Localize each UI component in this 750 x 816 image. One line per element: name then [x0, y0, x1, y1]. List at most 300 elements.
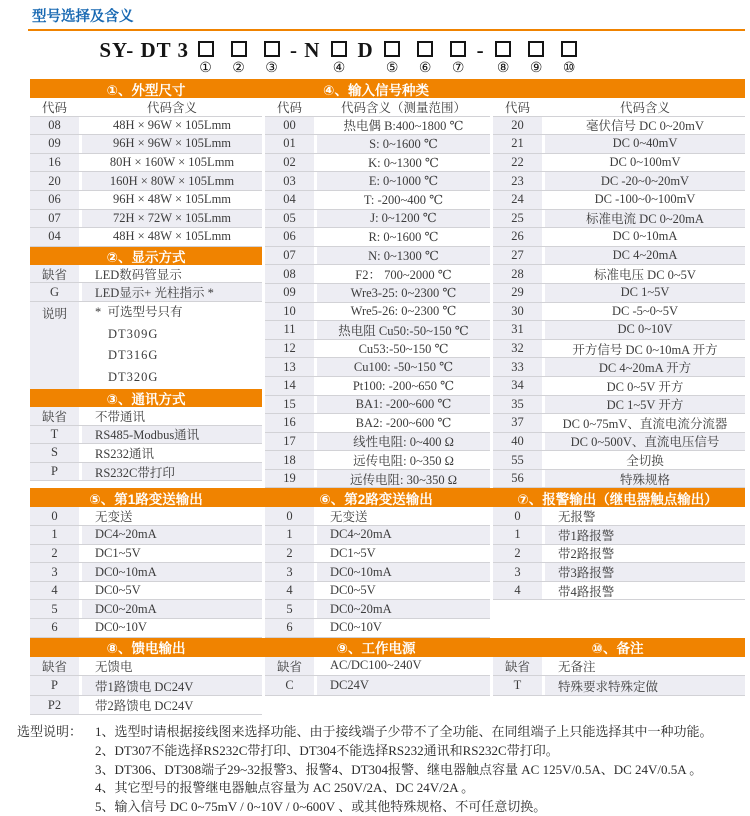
meaning-cell: DC0~5V [317, 582, 490, 600]
band1 [30, 98, 745, 488]
table-row [30, 526, 262, 545]
meaning-cell: N: 0~1300 ℃ [317, 247, 490, 265]
code-cell: 1 [265, 526, 314, 544]
page-title: 型号选择及含义 [32, 9, 134, 25]
code-cell: 00 [265, 117, 314, 135]
meaning-cell: 160H × 80W × 105Lmm [82, 172, 262, 190]
meaning-cell: R: 0~1600 ℃ [317, 228, 490, 246]
meaning-cell: DC4~20mA [82, 526, 262, 544]
meaning-cell: DC 0~500V、直流电压信号 [545, 433, 745, 451]
section10-header: ⑩、备注 [591, 641, 644, 657]
code-cell: 55 [493, 451, 542, 469]
meaning-col-header: 代码含义 [545, 98, 745, 116]
model-slot-7 [450, 41, 467, 77]
table-row [265, 600, 490, 619]
optional-model: DT316G [108, 348, 159, 363]
meaning-cell: 无变送 [82, 507, 262, 525]
code-cell: 28 [493, 265, 542, 283]
band1-header [30, 79, 745, 98]
model-slot-3 [263, 41, 280, 77]
table-row [30, 154, 262, 173]
meaning-cell: 线性电阻: 0~400 Ω [317, 433, 490, 451]
code-box-7 [450, 41, 466, 57]
code-cell: 33 [493, 358, 542, 376]
code-cell: C [265, 676, 314, 695]
code-col-header: 代码 [265, 98, 314, 116]
code-cell: 25 [493, 210, 542, 228]
meaning-cell: 远传电阻: 30~350 Ω [317, 470, 490, 488]
table-row [493, 582, 745, 601]
section9-table [265, 657, 490, 696]
table-row [30, 657, 262, 677]
code-cell: 2 [265, 545, 314, 563]
meaning-cell: 无变送 [317, 507, 490, 525]
meaning-cell: K: 0~1300 ℃ [317, 154, 490, 172]
digit-4: ④ [332, 61, 346, 76]
code-cell: 缺省 [30, 657, 79, 676]
table-row [493, 303, 745, 322]
table-row [30, 545, 262, 564]
table-row [493, 321, 745, 340]
title-underline [28, 29, 745, 31]
code-cell: 13 [265, 358, 314, 376]
code-cell: 09 [30, 135, 79, 153]
optional-model: DT320G [108, 369, 159, 384]
meaning-cell: AC/DC100~240V [317, 657, 490, 676]
digit-10: ⑩ [562, 61, 576, 76]
code-box-3 [264, 41, 280, 57]
note-item: 2、DT307不能选择RS232C带打印、DT304不能选择RS232通讯和RS232C带打印。 [95, 743, 559, 758]
code-cell: 5 [265, 600, 314, 618]
meaning-cell: 72H × 72W × 105Lmm [82, 210, 262, 228]
table-row [265, 117, 490, 136]
optional-model: DT309G [108, 326, 159, 341]
note-value-cell [82, 302, 262, 389]
table-row [493, 265, 745, 284]
section2-table [30, 265, 262, 302]
section8-table [30, 657, 262, 716]
table-row [30, 117, 262, 136]
table-row [265, 340, 490, 359]
meaning-range-col-header: 代码含义（测量范围） [317, 98, 490, 116]
code-cell: 缺省 [265, 657, 314, 676]
code-col-header: 代码 [30, 98, 79, 116]
table-row [265, 358, 490, 377]
table-row [265, 265, 490, 284]
column-right [493, 98, 745, 488]
note-item: 3、DT306、DT308端子29~32报警3、报警4、DT304报警、继电器触点容量 AC 125V/0.5A、DC 24V/0.5A 。 [95, 761, 703, 777]
table-row [30, 582, 262, 601]
note-code-cell: 说明 [30, 302, 79, 389]
code-cell: 1 [30, 526, 79, 544]
code-cell: T [493, 676, 542, 695]
code-cell: 0 [265, 507, 314, 525]
code-cell: 0 [30, 507, 79, 525]
table-row [265, 657, 490, 677]
table-row [493, 228, 745, 247]
code-cell: 18 [265, 451, 314, 469]
code-cell: 34 [493, 377, 542, 395]
section6-table [265, 507, 490, 637]
meaning-cell: DC0~10mA [82, 563, 262, 581]
table-row [265, 377, 490, 396]
code-box-8 [495, 41, 511, 57]
table-row [265, 619, 490, 638]
section5-column [30, 507, 262, 637]
table-row [493, 247, 745, 266]
section7-column [493, 507, 745, 600]
digit-5: ⑤ [385, 61, 399, 76]
meaning-cell: DC0~20mA [317, 600, 490, 618]
table-row [493, 470, 745, 489]
table-row [30, 172, 262, 191]
column-middle [265, 98, 490, 488]
meaning-cell: DC -20~0~20mV [545, 172, 745, 190]
model-slot-1 [197, 41, 214, 77]
table-row [493, 210, 745, 229]
code-cell: 21 [493, 135, 542, 153]
model-infix-2: D [357, 38, 374, 62]
table-row [493, 526, 745, 545]
meaning-cell: 开方信号 DC 0~10mA 开方 [545, 340, 745, 358]
table-row [493, 117, 745, 136]
code-cell: 32 [493, 340, 542, 358]
column-left [30, 98, 262, 481]
meaning-cell: DC 4~20mA 开方 [545, 358, 745, 376]
table-row [30, 135, 262, 154]
meaning-cell: DC 4~20mA [545, 247, 745, 265]
meaning-cell: E: 0~1000 ℃ [317, 172, 490, 190]
table-row [493, 191, 745, 210]
band3-header [30, 638, 745, 657]
meaning-cell: DC -5~0~5V [545, 303, 745, 321]
code-cell: 16 [30, 154, 79, 172]
meaning-cell: 标准电压 DC 0~5V [545, 265, 745, 283]
code-cell: P [30, 676, 79, 695]
section4-left-table [265, 117, 490, 489]
digit-6: ⑥ [418, 61, 432, 76]
table-row [493, 396, 745, 415]
code-cell: 15 [265, 396, 314, 414]
digit-3: ③ [265, 61, 278, 76]
table-row [493, 172, 745, 191]
meaning-cell: 毫伏信号 DC 0~20mV [545, 117, 745, 135]
code-cell: S [30, 444, 79, 462]
meaning-cell: RS232C带打印 [82, 463, 262, 481]
meaning-cell: 无馈电 [82, 657, 262, 676]
note-line: * 可选型号只有 [95, 304, 183, 319]
code-box-9 [528, 41, 544, 57]
model-infix-1: - N [290, 38, 321, 62]
band3 [30, 657, 745, 716]
model-slot-9 [528, 41, 545, 77]
section4-header: ④、输入信号种类 [323, 82, 429, 98]
table-row [265, 582, 490, 601]
band2 [30, 507, 745, 637]
code-cell: 26 [493, 228, 542, 246]
table-row [265, 303, 490, 322]
meaning-cell: RS485-Modbus通讯 [82, 426, 262, 444]
code-cell: P [30, 463, 79, 481]
code-box-4 [331, 41, 347, 57]
section4-right-table [493, 117, 745, 489]
meaning-cell: 带4路报警 [545, 582, 745, 600]
model-slot-8 [495, 41, 512, 77]
meaning-cell: DC 0~75mV、直流电流分流器 [545, 414, 745, 432]
table-row [30, 676, 262, 696]
table-row [265, 526, 490, 545]
selection-notes [17, 723, 745, 816]
code-cell: 05 [265, 210, 314, 228]
code-cell: 23 [493, 172, 542, 190]
digit-1: ① [199, 61, 212, 76]
table-row [265, 228, 490, 247]
meaning-cell: 带2路馈电 DC24V [82, 696, 262, 715]
section9-header: ⑨、工作电源 [336, 641, 416, 657]
code-cell: 缺省 [30, 407, 79, 425]
meaning-cell: Pt100: -200~650 ℃ [317, 377, 490, 395]
table-row [265, 191, 490, 210]
note-item: 4、其它型号的报警继电器触点容量为 AC 250V/2A、DC 24V/2A 。 [95, 780, 475, 796]
meaning-cell: DC 0~40mV [545, 135, 745, 153]
code-box-2 [231, 41, 247, 57]
code-cell: 35 [493, 396, 542, 414]
table-row [30, 444, 262, 463]
note-item: 5、输入信号 DC 0~75mV / 0~10V / 0~600V 、或其他特殊规格、不可任意切换。 [95, 798, 547, 814]
code-cell: 30 [493, 303, 542, 321]
table-row [493, 377, 745, 396]
table-row [30, 265, 262, 284]
meaning-cell: 热电偶 B:400~1800 ℃ [317, 117, 490, 135]
table-row [30, 507, 262, 526]
table-row [265, 470, 490, 489]
meaning-cell: F2： 700~2000 ℃ [317, 265, 490, 283]
section3-table [30, 407, 262, 481]
notes-list [95, 723, 745, 816]
code-cell: 5 [30, 600, 79, 618]
section7-table [493, 507, 745, 600]
model-slot-2 [230, 41, 247, 77]
meaning-cell: Wre5-26: 0~2300 ℃ [317, 303, 490, 321]
section1-colheads [30, 98, 262, 117]
code-cell: 16 [265, 414, 314, 432]
meaning-cell: DC1~5V [317, 545, 490, 563]
code-cell: 0 [493, 507, 542, 525]
meaning-cell: DC4~20mA [317, 526, 490, 544]
meaning-cell: DC 1~5V 开方 [545, 396, 745, 414]
section7-header: ⑦、报警输出（继电器触点输出） [517, 491, 718, 507]
meaning-cell: 80H × 160W × 105Lmm [82, 154, 262, 172]
code-cell: 4 [493, 582, 542, 600]
section8-header: ⑧、馈电输出 [106, 641, 186, 657]
meaning-cell: Cu53:-50~150 ℃ [317, 340, 490, 358]
code-cell: 11 [265, 321, 314, 339]
code-cell: 12 [265, 340, 314, 358]
table-row [30, 619, 262, 638]
code-cell: 3 [493, 563, 542, 581]
digit-8: ⑧ [496, 61, 510, 76]
table-row [265, 676, 490, 696]
code-cell: 缺省 [30, 265, 79, 283]
section3-header: ③、通讯方式 [30, 389, 262, 407]
section1-header: ①、外型尺寸 [106, 82, 186, 98]
table-row [265, 247, 490, 266]
meaning-cell: LED数码管显示 [82, 265, 262, 283]
meaning-cell: BA2: -200~600 ℃ [317, 414, 490, 432]
meaning-cell: 48H × 48W × 105Lmm [82, 228, 262, 246]
table-row [265, 414, 490, 433]
code-cell: 02 [265, 154, 314, 172]
table-row [30, 407, 262, 426]
code-box-6 [417, 41, 433, 57]
meaning-cell: BA1: -200~600 ℃ [317, 396, 490, 414]
code-col-header: 代码 [493, 98, 542, 116]
section4-left-colheads [265, 98, 490, 117]
notes-label: 选型说明： [17, 724, 83, 740]
code-cell: 06 [30, 191, 79, 209]
code-cell: 37 [493, 414, 542, 432]
meaning-cell: DC1~5V [82, 545, 262, 563]
model-prefix: SY- DT 3 [99, 38, 190, 62]
table-row [265, 284, 490, 303]
code-cell: 4 [265, 582, 314, 600]
table-row [265, 321, 490, 340]
meaning-cell: 带1路馈电 DC24V [82, 676, 262, 695]
meaning-cell: RS232通讯 [82, 444, 262, 462]
band1-header-spacer [490, 79, 745, 98]
code-cell: 2 [30, 545, 79, 563]
table-row [30, 191, 262, 210]
meaning-cell: 不带通讯 [82, 407, 262, 425]
content [17, 0, 745, 816]
digit-2: ② [232, 61, 245, 76]
meaning-cell: 无备注 [545, 657, 745, 676]
table-row [265, 451, 490, 470]
model-slot-4 [330, 41, 347, 77]
code-cell: 缺省 [493, 657, 542, 676]
code-cell: 09 [265, 284, 314, 302]
code-cell: 06 [265, 228, 314, 246]
model-infix-3: - [476, 38, 485, 62]
code-cell: 3 [30, 563, 79, 581]
code-cell: 04 [265, 191, 314, 209]
code-cell: 4 [30, 582, 79, 600]
meaning-cell: 特殊要求特殊定做 [545, 676, 745, 695]
code-cell: 20 [30, 172, 79, 190]
code-box-10 [561, 41, 577, 57]
code-cell: 56 [493, 470, 542, 488]
meaning-cell: 远传电阻: 0~350 Ω [317, 451, 490, 469]
table-row [493, 154, 745, 173]
note-models [82, 324, 262, 389]
table-row [265, 210, 490, 229]
meaning-cell: DC -100~0~100mV [545, 191, 745, 209]
table-row [265, 433, 490, 452]
code-cell: G [30, 283, 79, 301]
table-row [30, 210, 262, 229]
section1-table [30, 117, 262, 247]
table-row [265, 563, 490, 582]
code-cell: 19 [265, 470, 314, 488]
table-row [493, 451, 745, 470]
table-row [30, 600, 262, 619]
meaning-cell: T: -200~400 ℃ [317, 191, 490, 209]
section6-header: ⑥、第2路变送输出 [319, 491, 433, 507]
meaning-cell: 带2路报警 [545, 545, 745, 563]
meaning-cell: DC24V [317, 676, 490, 695]
meaning-cell: 带1路报警 [545, 526, 745, 544]
code-cell: 10 [265, 303, 314, 321]
meaning-cell: 热电阻 Cu50:-50~150 ℃ [317, 321, 490, 339]
table-row [265, 545, 490, 564]
section5-table [30, 507, 262, 637]
table-row [265, 154, 490, 173]
model-slot-10 [561, 41, 578, 77]
table-row [493, 433, 745, 452]
code-cell: 04 [30, 228, 79, 246]
table-row [265, 135, 490, 154]
code-cell: 07 [265, 247, 314, 265]
section2-header: ②、显示方式 [30, 247, 262, 265]
meaning-cell: 标准电流 DC 0~20mA [545, 210, 745, 228]
code-cell: 01 [265, 135, 314, 153]
meaning-cell: DC 0~10mA [545, 228, 745, 246]
meaning-cell: 带3路报警 [545, 563, 745, 581]
meaning-cell: DC0~10V [317, 619, 490, 637]
meaning-cell: DC 0~5V 开方 [545, 377, 745, 395]
code-cell: 31 [493, 321, 542, 339]
meaning-cell: DC 1~5V [545, 284, 745, 302]
meaning-cell: 48H × 96W × 105Lmm [82, 117, 262, 135]
code-cell: 24 [493, 191, 542, 209]
code-cell: 07 [30, 210, 79, 228]
code-cell: 1 [493, 526, 542, 544]
meaning-cell: DC 0~100mV [545, 154, 745, 172]
table-row [30, 463, 262, 482]
table-row [265, 172, 490, 191]
code-cell: 20 [493, 117, 542, 135]
section9-column [265, 657, 490, 696]
meaning-cell: DC0~10V [82, 619, 262, 637]
code-cell: 22 [493, 154, 542, 172]
table-row [493, 545, 745, 564]
meaning-cell: S: 0~1600 ℃ [317, 135, 490, 153]
note-item: 1、选型时请根据接线图来选择功能、由于接线端子少带不了全功能、在同组端子上只能选择其中一种功能。 [95, 724, 713, 740]
code-cell: 3 [265, 563, 314, 581]
meaning-cell: 96H × 96W × 105Lmm [82, 135, 262, 153]
table-row [493, 414, 745, 433]
table-row [493, 358, 745, 377]
digit-9: ⑨ [529, 61, 543, 76]
meaning-cell: DC0~5V [82, 582, 262, 600]
meaning-cell: J: 0~1200 ℃ [317, 210, 490, 228]
table-row [493, 507, 745, 526]
code-cell: 29 [493, 284, 542, 302]
section10-table [493, 657, 745, 696]
section2-note-row [30, 302, 262, 389]
model-code-line [30, 38, 655, 77]
meaning-cell: DC 0~10V [545, 321, 745, 339]
code-cell: 17 [265, 433, 314, 451]
code-cell: 6 [30, 619, 79, 637]
table-row [30, 696, 262, 716]
meaning-cell: 无报警 [545, 507, 745, 525]
section6-column [265, 507, 490, 637]
table-row [493, 657, 745, 677]
section5-header: ⑤、第1路变送输出 [89, 491, 203, 507]
code-box-5 [384, 41, 400, 57]
model-slot-6 [417, 41, 434, 77]
